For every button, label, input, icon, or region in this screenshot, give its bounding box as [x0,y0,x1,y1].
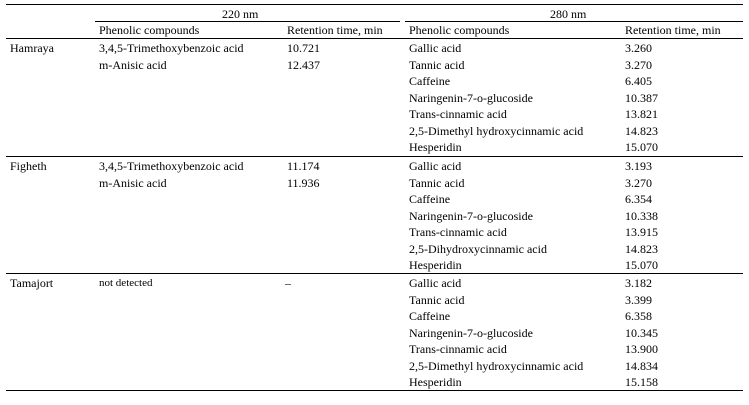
retention-280: 13.915 [625,225,658,239]
retention-280: 6.354 [625,192,652,206]
compound-220: m-Anisic acid [99,58,167,72]
compound-280: Hesperidin [409,375,462,389]
retention-280: 3.260 [625,41,652,55]
retention-280: 13.900 [625,342,658,356]
group-name: Figheth [10,159,47,173]
retention-220: – [285,276,291,290]
compound-280: Naringenin-7-o-glucoside [409,326,533,340]
band-220-header: 220 nm [222,7,259,21]
compound-220: 3,4,5-Trimethoxybenzoic acid [99,41,244,55]
retention-280: 15.070 [625,140,658,154]
compound-280: Caffeine [409,309,451,323]
compound-280: Naringenin-7-o-glucoside [409,91,533,105]
retention-280: 10.387 [625,91,658,105]
retention-220: 11.936 [287,176,320,190]
retention-280: 15.070 [625,258,658,272]
compound-280: Hesperidin [409,140,462,154]
group-divider-rule [6,273,743,274]
retention-220: 12.437 [287,58,320,72]
compound-280: Tannic acid [409,58,465,72]
retention-280: 6.358 [625,309,652,323]
retention-280: 3.270 [625,176,652,190]
retention-280: 3.182 [625,276,652,290]
compound-280: Gallic acid [409,276,462,290]
compound-280: Trans-cinnamic acid [409,107,507,121]
group-name: Hamraya [10,41,54,55]
compound-220: 3,4,5-Trimethoxybenzoic acid [99,159,244,173]
compound-280: 2,5-Dimethyl hydroxycinnamic acid [409,124,584,138]
retention-280: 14.823 [625,242,658,256]
compound-280: Tannic acid [409,293,465,307]
band-280-header: 280 nm [550,7,587,21]
col-retention-220-header: Retention time, min [287,23,383,37]
compound-280: Caffeine [409,74,451,88]
compound-280: Caffeine [409,192,451,206]
col-retention-280-header: Retention time, min [625,23,721,37]
retention-220: 11.174 [287,159,320,173]
col-compounds-280-header: Phenolic compounds [409,23,510,37]
retention-280: 3.399 [625,293,652,307]
retention-280: 14.834 [625,359,658,373]
retention-220: 10.721 [287,41,320,55]
compound-280: Tannic acid [409,176,465,190]
header-bottom-rule [6,38,743,39]
retention-280: 3.193 [625,159,652,173]
compound-280: Hesperidin [409,258,462,272]
retention-280: 3.270 [625,58,652,72]
compound-220: not detected [99,277,153,289]
retention-280: 10.345 [625,326,658,340]
compound-280: Gallic acid [409,41,462,55]
compound-280: Gallic acid [409,159,462,173]
retention-280: 13.821 [625,107,658,121]
bottom-rule [6,390,743,391]
compound-280: 2,5-Dimethyl hydroxycinnamic acid [409,359,584,373]
retention-280: 10.338 [625,209,658,223]
group-divider-rule [6,156,743,157]
compound-220: m-Anisic acid [99,176,167,190]
col-compounds-220-header: Phenolic compounds [99,23,200,37]
top-rule [6,4,743,5]
group-name: Tamajort [10,276,54,290]
retention-280: 14.823 [625,124,658,138]
compound-280: 2,5-Dihydroxycinnamic acid [409,242,547,256]
retention-280: 6.405 [625,74,652,88]
compound-280: Trans-cinnamic acid [409,225,507,239]
compound-280: Trans-cinnamic acid [409,342,507,356]
compound-280: Naringenin-7-o-glucoside [409,209,533,223]
retention-280: 15.158 [625,375,658,389]
